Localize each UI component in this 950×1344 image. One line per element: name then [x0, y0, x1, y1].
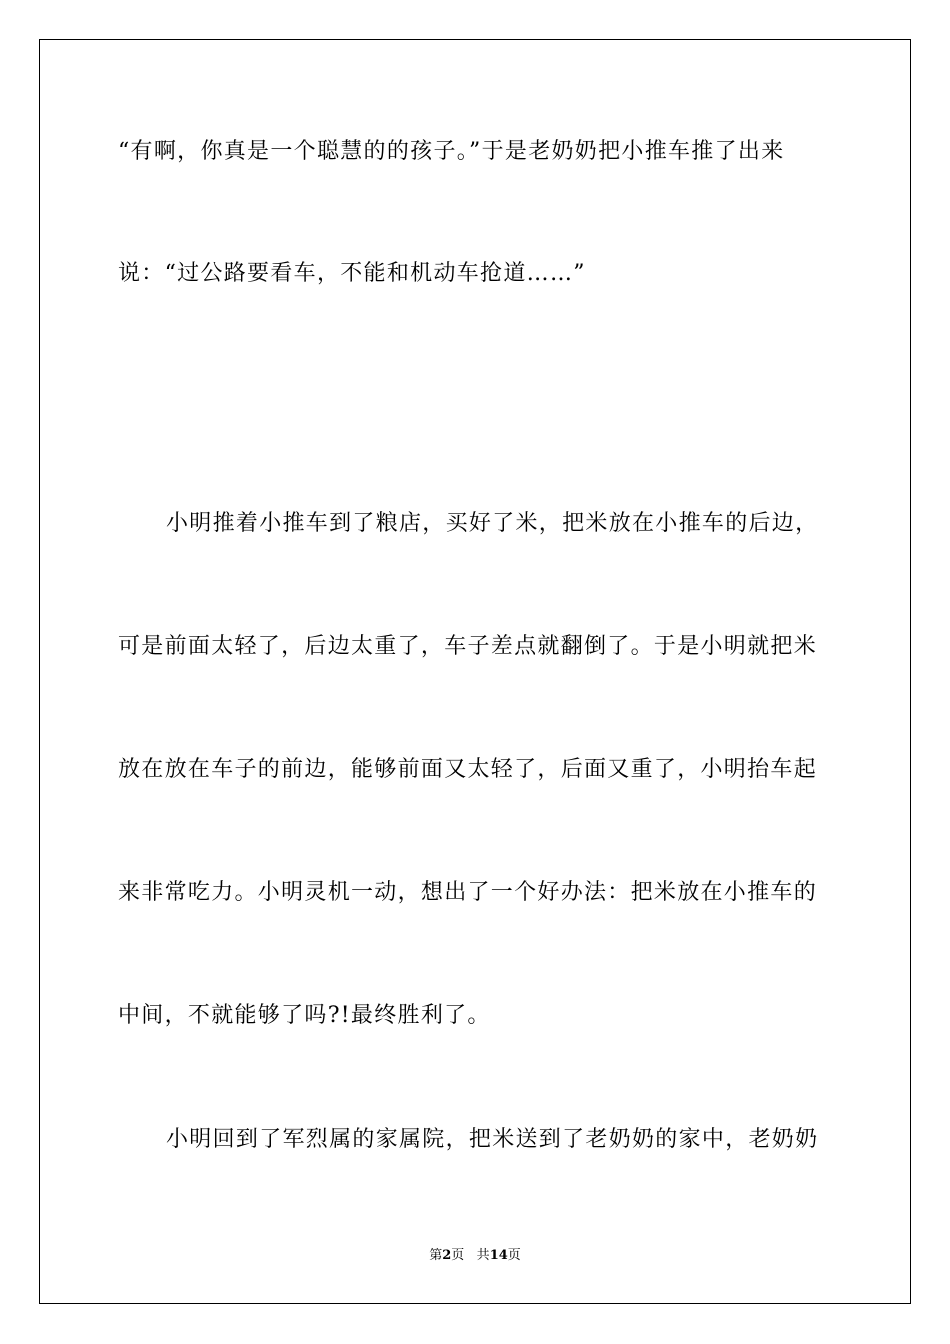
text-line-4: 可是前面太轻了，后边太重了，车子差点就翻倒了。于是小明就把米: [118, 634, 818, 659]
page-number: 2: [442, 1248, 452, 1263]
page-prefix: 第: [429, 1248, 443, 1263]
page-border: [39, 39, 911, 1304]
text-line-5: 放在放在车子的前边，能够前面又太轻了，后面又重了，小明抬车起: [118, 757, 818, 782]
text-line-8: 小明回到了军烈属的家属院，把米送到了老奶奶的家中，老奶奶: [166, 1127, 819, 1152]
text-line-7: 中间，不就能够了吗?!最终胜利了。: [118, 1003, 491, 1028]
total-prefix: 共: [476, 1248, 490, 1263]
total-pages: 14: [489, 1248, 508, 1263]
page-footer: [0, 1247, 950, 1265]
total-suffix: 页: [507, 1248, 521, 1263]
text-line-6: 来非常吃力。小明灵机一动，想出了一个好办法：把米放在小推车的: [118, 880, 818, 905]
text-line-2: 说：“过公路要看车，不能和机动车抢道……”: [118, 261, 586, 286]
page-suffix: 页: [451, 1248, 465, 1263]
text-line-1: “有啊，你真是一个聪慧的的孩子。”于是老奶奶把小推车推了出来: [118, 139, 785, 164]
text-line-3: 小明推着小推车到了粮店，买好了米，把米放在小推车的后边，: [166, 511, 819, 536]
